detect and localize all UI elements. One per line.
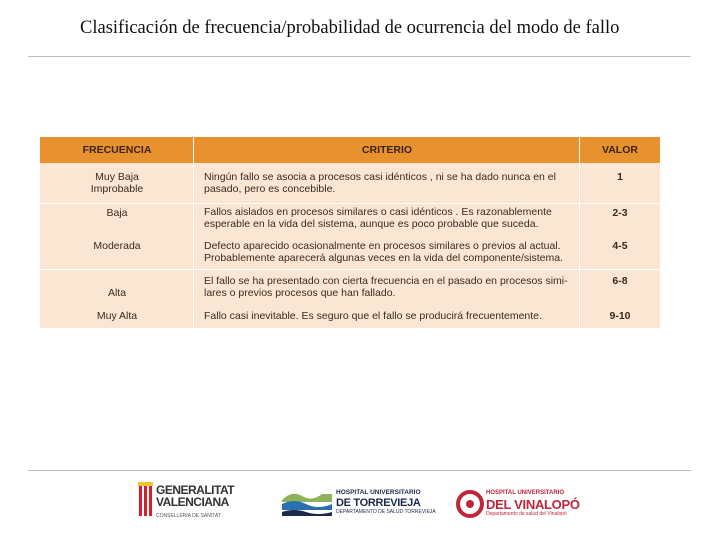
row-criterio (204, 275, 576, 299)
column-divider (579, 137, 580, 328)
vinalopo-line3: Departamento de salud del Vinalopó (486, 511, 567, 517)
row-frecuencia (40, 240, 194, 252)
torrevieja-wave-icon (282, 488, 332, 518)
vinalopo-line1: HOSPITAL UNIVERSITARIO (486, 490, 565, 496)
torrevieja-logo (282, 478, 436, 524)
row-frecuencia (40, 207, 194, 219)
row-valor: 4-5 (612, 240, 628, 252)
criterio-line: Probablemente aparecerá algunas veces en la vida del componente/sistema. (204, 252, 563, 264)
generalitat-subtitle: CONSELLERIA DE SANITAT (156, 513, 221, 519)
row-frecuencia (40, 287, 194, 299)
title-area (0, 0, 720, 50)
generalitat-logo (138, 478, 235, 524)
freq-line: Baja (106, 207, 128, 219)
criterio-line: esperable en la vida del sistema, aunque es poco probable que suceda. (204, 218, 539, 230)
row-criterio (204, 240, 576, 264)
generalitat-name (156, 484, 234, 508)
generalitat-line: GENERALITAT (156, 483, 235, 497)
page-title: Clasificación de frecuencia/probabilidad de ocurrencia del modo de fallo (80, 18, 620, 38)
row-divider (40, 269, 660, 270)
vinalopo-circle-icon (456, 490, 484, 518)
criterio-line: Defecto aparecido ocasionalmente en procesos similares o previos al actual. (204, 240, 561, 252)
row-criterio (204, 171, 576, 195)
torrevieja-line3: DEPARTAMENTO DE SALUD TORREVIEJA (336, 509, 436, 515)
row-criterio (204, 206, 576, 230)
criterio-line: lares o previos procesos que han fallado. (204, 287, 396, 299)
header-valor: VALOR (602, 144, 638, 156)
criterio-line: Fallos aislados en procesos similares o casi idénticos . Es razonablemente (204, 206, 552, 218)
table-header (40, 137, 660, 163)
freq-line: Muy Baja (95, 171, 139, 183)
generalitat-shield-icon (138, 482, 154, 522)
footer-logos (0, 478, 720, 528)
criterio-line: Ningún fallo se asocia a procesos casi idénticos , ni se ha dado nunca en el (204, 171, 556, 183)
freq-line: Muy Alta (96, 310, 138, 322)
top-divider (28, 56, 691, 57)
row-valor: 1 (617, 171, 623, 183)
criterio-line: pasado, pero es concebible. (204, 183, 336, 195)
row-criterio (204, 310, 576, 322)
vinalopo-line2: DEL VINALOPÓ (486, 497, 580, 512)
header-frecuencia: FRECUENCIA (82, 144, 152, 156)
column-divider (193, 137, 194, 328)
freq-line: Alta (107, 287, 127, 299)
bottom-divider (28, 470, 691, 471)
row-frecuencia (40, 310, 194, 322)
criterio-line: Fallo casi inevitable. Es seguro que el fallo se producirá frecuentemente. (204, 310, 542, 322)
torrevieja-line1: HOSPITAL UNIVERSITARIO (336, 489, 421, 496)
freq-line: Moderada (93, 240, 141, 252)
vinalopo-logo (456, 478, 596, 524)
row-valor: 6-8 (612, 275, 628, 287)
header-criterio: CRITERIO (361, 144, 413, 156)
row-valor: 2-3 (612, 207, 628, 219)
row-divider (40, 203, 660, 204)
row-frecuencia (40, 171, 194, 195)
freq-line: Improbable (90, 183, 144, 195)
row-valor: 9-10 (609, 310, 631, 322)
generalitat-line: VALENCIANA (156, 495, 229, 509)
criterio-line: El fallo se ha presentado con cierta frecuencia en el pasado en procesos simi- (204, 275, 568, 287)
torrevieja-line2: DE TORREVIEJA (336, 497, 421, 509)
frequency-table (40, 137, 660, 328)
